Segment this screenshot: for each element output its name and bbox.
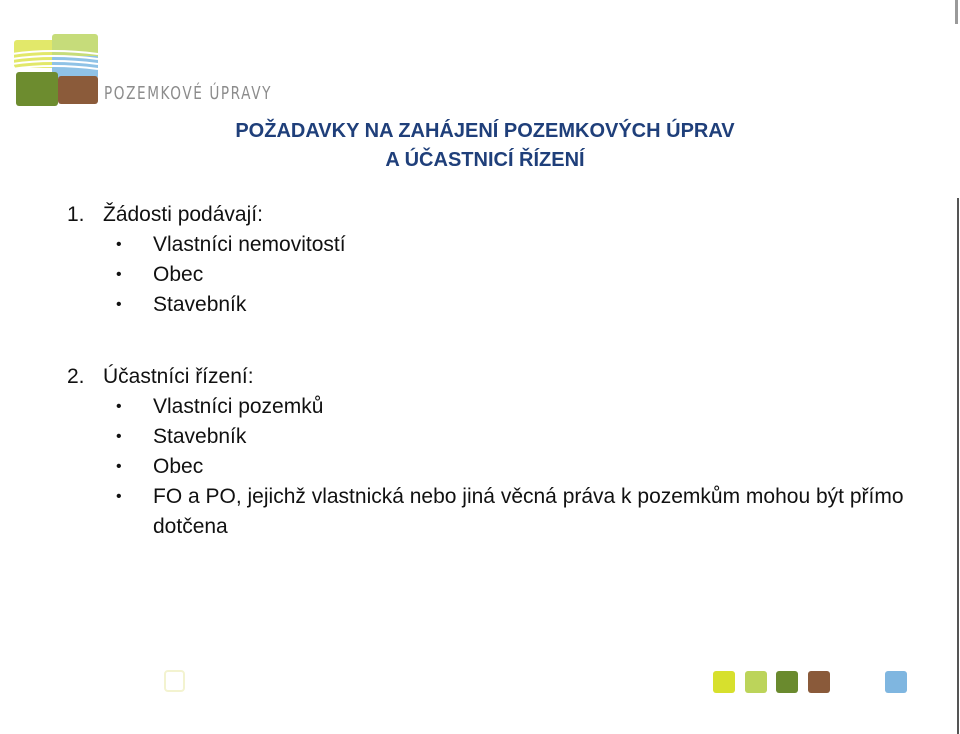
footer-square-light-green: [745, 671, 767, 693]
slide-edge-top: [955, 0, 958, 24]
bullet-icon: •: [116, 458, 122, 475]
footer-square-dark-green: [776, 671, 798, 693]
bullet-icon: •: [116, 428, 122, 445]
footer-square-yellow: [713, 671, 735, 693]
bullet-icon: •: [116, 266, 122, 283]
page-title: [185, 117, 785, 175]
list-item: [116, 290, 346, 320]
list-item-text: Obec: [153, 455, 204, 478]
list-item: [116, 452, 923, 482]
list-item-text: Stavebník: [153, 425, 247, 448]
pozemkove-upravy-logo: [12, 34, 98, 106]
title-line-1: POŽADAVKY NA ZAHÁJENÍ POZEMKOVÝCH ÚPRAV: [235, 120, 735, 142]
outline-square-decoration: [164, 670, 185, 692]
logo-wordmark: POZEMKOVÉ ÚPRAVY: [104, 84, 272, 104]
title-line-2: A ÚČASTNICÍ ŘÍZENÍ: [385, 149, 585, 171]
bullet-icon: •: [116, 296, 122, 313]
section-1-number: 1.: [67, 203, 85, 226]
section-1-heading: [67, 200, 263, 230]
bullet-icon: •: [116, 488, 122, 505]
section-2-number: 2.: [67, 365, 85, 388]
section-2-heading: [67, 362, 254, 392]
section-2-title: Účastníci řízení:: [103, 365, 254, 388]
section-1-title: Žádosti podávají:: [103, 203, 263, 226]
list-item-text: FO a PO, jejichž vlastnická nebo jiná věcná práva k pozemkům mohou být přímo dotčena: [153, 485, 904, 538]
list-item-text: Vlastníci pozemků: [153, 395, 324, 418]
footer-square-brown: [808, 671, 830, 693]
section-2-list: [116, 392, 923, 542]
list-item: [116, 230, 346, 260]
bullet-icon: •: [116, 236, 122, 253]
list-item: [116, 260, 346, 290]
footer-square-blue: [885, 671, 907, 693]
list-item-text: Vlastníci nemovitostí: [153, 233, 346, 256]
bullet-icon: •: [116, 398, 122, 415]
list-item: [116, 422, 923, 452]
slide-edge-rule: [957, 198, 959, 734]
list-item-text: Stavebník: [153, 293, 247, 316]
list-item: [116, 482, 923, 542]
list-item: [116, 392, 923, 422]
section-1-list: [116, 230, 346, 320]
list-item-text: Obec: [153, 263, 204, 286]
